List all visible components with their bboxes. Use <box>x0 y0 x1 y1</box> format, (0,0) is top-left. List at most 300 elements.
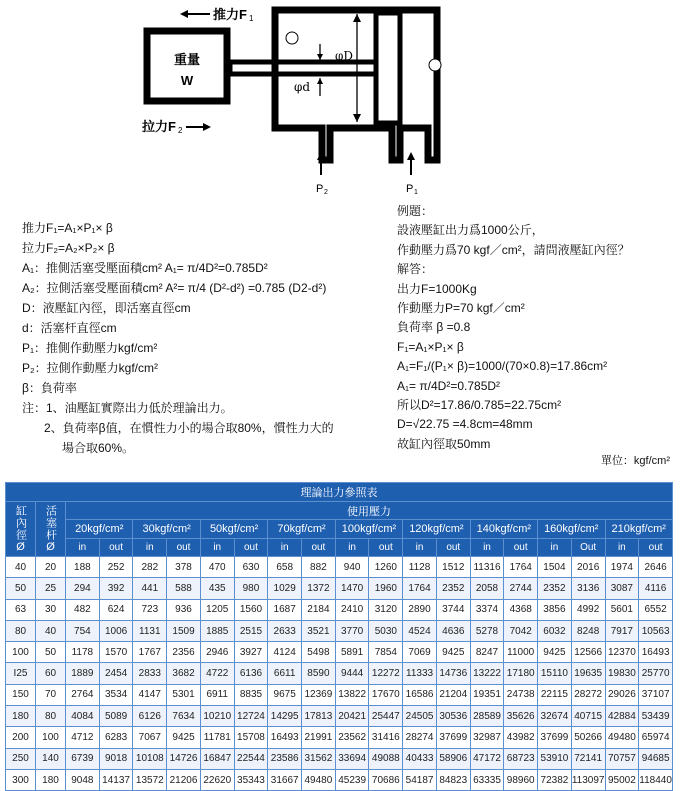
direction-header: in <box>200 539 234 557</box>
force-cell: 1260 <box>369 557 403 578</box>
force-cell: 2058 <box>470 578 504 599</box>
direction-header: out <box>639 539 673 557</box>
force-cell: 14295 <box>268 706 302 727</box>
rod-cell: 70 <box>36 684 66 705</box>
force-cell: 37699 <box>436 727 470 748</box>
force-cell: 49088 <box>369 748 403 769</box>
force-cell: 30536 <box>436 706 470 727</box>
force-cell: 17180 <box>504 663 538 684</box>
direction-header: out <box>302 539 336 557</box>
force-cell: 11316 <box>470 557 504 578</box>
force-cell: 10108 <box>133 748 167 769</box>
force-cell: 2410 <box>335 599 369 620</box>
force-cell: 9425 <box>538 642 572 663</box>
force-cell: 43982 <box>504 727 538 748</box>
force-cell: 882 <box>302 557 336 578</box>
force-cell: 6126 <box>133 706 167 727</box>
force-cell: 4368 <box>504 599 538 620</box>
p1-label: P <box>406 183 414 195</box>
force-cell: 1470 <box>335 578 369 599</box>
force-cell: 3927 <box>234 642 268 663</box>
force-cell: 4116 <box>639 578 673 599</box>
table-row <box>6 557 673 578</box>
force-cell: 3744 <box>436 599 470 620</box>
force-cell: 53910 <box>538 748 572 769</box>
force-cell: 45239 <box>335 769 369 790</box>
force-cell: 17670 <box>369 684 403 705</box>
force-cell: 3120 <box>369 599 403 620</box>
force-cell: 72141 <box>571 748 605 769</box>
pressure-col-header: 70kgf/cm² <box>268 520 335 539</box>
force-cell: 441 <box>133 578 167 599</box>
force-cell: 936 <box>167 599 201 620</box>
force-cell: 47172 <box>470 748 504 769</box>
pull-force-label: 拉力F <box>142 119 176 134</box>
rod-cell: 30 <box>36 599 66 620</box>
force-cell: 13572 <box>133 769 167 790</box>
force-cell: 940 <box>335 557 369 578</box>
note-line: 2、負荷率β值，在慣性力小的場合取80%，慣性力大的 <box>44 421 334 435</box>
force-cell: 2356 <box>167 642 201 663</box>
bore-cell: 150 <box>6 684 36 705</box>
formula-line: A₁：推側活塞受壓面積cm² A₁= π/4D²=0.785D² <box>22 261 268 275</box>
force-cell: 35343 <box>234 769 268 790</box>
force-cell: 65974 <box>639 727 673 748</box>
force-cell: 94685 <box>639 748 673 769</box>
force-cell: 11781 <box>200 727 234 748</box>
pressure-col-header: 50kgf/cm² <box>200 520 267 539</box>
force-cell: 1560 <box>234 599 268 620</box>
force-cell: 3856 <box>538 599 572 620</box>
force-cell: 9425 <box>167 727 201 748</box>
force-cell: 15110 <box>538 663 572 684</box>
force-cell: 17813 <box>302 706 336 727</box>
force-cell: 754 <box>66 620 100 641</box>
force-cell: 13822 <box>335 684 369 705</box>
force-cell: 2352 <box>436 578 470 599</box>
force-cell: 6032 <box>538 620 572 641</box>
table-row <box>6 684 673 705</box>
direction-header: out <box>504 539 538 557</box>
force-cell: 68723 <box>504 748 538 769</box>
table-row <box>6 599 673 620</box>
example-line: 設液壓缸出力爲1000公斤， <box>397 223 544 238</box>
force-cell: 95002 <box>605 769 639 790</box>
rod-header: 活塞杆Ø <box>36 502 66 557</box>
svg-text:2: 2 <box>178 126 183 135</box>
force-cell: 2352 <box>538 578 572 599</box>
weight-symbol: W <box>180 73 194 88</box>
force-cell: 2744 <box>504 578 538 599</box>
force-cell: 12272 <box>369 663 403 684</box>
force-cell: 21204 <box>436 684 470 705</box>
force-cell: 70686 <box>369 769 403 790</box>
force-cell: 624 <box>99 599 133 620</box>
table-title: 理論出力參照表 <box>6 483 673 502</box>
gauge-icon <box>429 59 441 71</box>
pressure-col-header: 30kgf/cm² <box>133 520 200 539</box>
force-cell: 28589 <box>470 706 504 727</box>
force-cell: 1960 <box>369 578 403 599</box>
direction-header: out <box>234 539 268 557</box>
force-cell: 2454 <box>99 663 133 684</box>
force-cell: 31562 <box>302 748 336 769</box>
svg-text:1: 1 <box>414 189 418 196</box>
force-cell: 16493 <box>268 727 302 748</box>
formula-line: P₁：推側作動壓力kgf/cm² <box>22 341 158 355</box>
rod-cell: 100 <box>36 727 66 748</box>
formula-line: P₂：拉側作動壓力kgf/cm² <box>22 361 158 375</box>
rod-cell: 50 <box>36 642 66 663</box>
rod-cell: 180 <box>36 769 66 790</box>
force-cell: 25770 <box>639 663 673 684</box>
force-cell: 28274 <box>403 727 437 748</box>
bore-cell: 250 <box>6 748 36 769</box>
rod-cell: 80 <box>36 706 66 727</box>
force-cell: 118440 <box>639 769 673 790</box>
force-cell: 1512 <box>436 557 470 578</box>
note-line: 場合取60%。 <box>62 441 135 455</box>
force-cell: 4147 <box>133 684 167 705</box>
force-cell: 72382 <box>538 769 572 790</box>
force-reference-table <box>5 482 673 791</box>
force-cell: 2515 <box>234 620 268 641</box>
force-cell: 435 <box>200 578 234 599</box>
bore-cell: 180 <box>6 706 36 727</box>
force-cell: 588 <box>167 578 201 599</box>
direction-header: out <box>99 539 133 557</box>
example-line: 故缸內徑取50mm <box>397 436 491 451</box>
force-cell: 6136 <box>234 663 268 684</box>
hydraulic-cylinder-diagram <box>0 0 680 205</box>
phi-D-label: φD <box>335 49 354 63</box>
force-cell: 98960 <box>504 769 538 790</box>
pressure-col-header: 210kgf/cm² <box>605 520 673 539</box>
direction-header: in <box>470 539 504 557</box>
force-cell: 54187 <box>403 769 437 790</box>
force-cell: 21206 <box>167 769 201 790</box>
force-cell: 9444 <box>335 663 369 684</box>
force-cell: 980 <box>234 578 268 599</box>
force-cell: 7917 <box>605 620 639 641</box>
force-cell: 49480 <box>605 727 639 748</box>
force-cell: 4722 <box>200 663 234 684</box>
force-cell: 3521 <box>302 620 336 641</box>
force-cell: 8835 <box>234 684 268 705</box>
force-cell: 5278 <box>470 620 504 641</box>
force-cell: 470 <box>200 557 234 578</box>
force-cell: 2764 <box>66 684 100 705</box>
bore-cell: 80 <box>6 620 36 641</box>
force-cell: 40433 <box>403 748 437 769</box>
force-cell: 2633 <box>268 620 302 641</box>
force-cell: 16847 <box>200 748 234 769</box>
force-cell: 6739 <box>66 748 100 769</box>
force-cell: 1205 <box>200 599 234 620</box>
force-cell: 20421 <box>335 706 369 727</box>
bore-cell: 300 <box>6 769 36 790</box>
force-cell: 1687 <box>268 599 302 620</box>
force-cell: 10210 <box>200 706 234 727</box>
force-cell: 392 <box>99 578 133 599</box>
formula-line: D：液壓缸內徑，即活塞直徑cm <box>22 301 191 315</box>
force-cell: 3136 <box>571 578 605 599</box>
force-cell: 63335 <box>470 769 504 790</box>
bore-header: 缸內徑Ø <box>6 502 36 557</box>
force-cell: 7634 <box>167 706 201 727</box>
direction-header: in <box>133 539 167 557</box>
force-cell: 1764 <box>504 557 538 578</box>
example-line: 解答： <box>397 262 434 277</box>
force-cell: 1509 <box>167 620 201 641</box>
force-cell: 1006 <box>99 620 133 641</box>
force-cell: 37699 <box>538 727 572 748</box>
force-cell: 294 <box>66 578 100 599</box>
force-cell: 3374 <box>470 599 504 620</box>
push-force-label: 推力F <box>213 7 247 22</box>
force-cell: 25447 <box>369 706 403 727</box>
force-cell: 5301 <box>167 684 201 705</box>
force-cell: 2016 <box>571 557 605 578</box>
force-cell: 188 <box>66 557 100 578</box>
force-cell: 6552 <box>639 599 673 620</box>
rod-cell: 25 <box>36 578 66 599</box>
bore-cell: 200 <box>6 727 36 748</box>
force-cell: 31416 <box>369 727 403 748</box>
weight-label: 重量 <box>173 52 201 67</box>
example-line: 例題： <box>397 204 434 218</box>
bore-cell: 50 <box>6 578 36 599</box>
force-cell: 70757 <box>605 748 639 769</box>
force-cell: 14736 <box>436 663 470 684</box>
example-line: D=√22.75 =4.8cm=48mm <box>397 417 533 432</box>
force-cell: 9675 <box>268 684 302 705</box>
force-cell: 2890 <box>403 599 437 620</box>
force-cell: 19351 <box>470 684 504 705</box>
force-cell: 50266 <box>571 727 605 748</box>
table-row <box>6 663 673 684</box>
force-cell: 1885 <box>200 620 234 641</box>
force-cell: 2946 <box>200 642 234 663</box>
direction-header: out <box>369 539 403 557</box>
force-cell: 19635 <box>571 663 605 684</box>
unit-label: 單位：kgf/cm² <box>600 455 670 467</box>
force-cell: 19830 <box>605 663 639 684</box>
force-cell: 58906 <box>436 748 470 769</box>
formula-line: 推力F₁=A₁×P₁× β <box>22 221 113 235</box>
example-line: 作動壓力爲70 kgf／cm²，請問液壓缸內徑？ <box>397 242 630 257</box>
force-cell: 6611 <box>268 663 302 684</box>
direction-header: in <box>538 539 572 557</box>
force-cell: 53439 <box>639 706 673 727</box>
force-cell: 23562 <box>335 727 369 748</box>
force-cell: 8590 <box>302 663 336 684</box>
pressure-header: 使用壓力 <box>66 502 673 520</box>
force-cell: 29026 <box>605 684 639 705</box>
force-cell: 1504 <box>538 557 572 578</box>
direction-header: out <box>167 539 201 557</box>
force-cell: 6911 <box>200 684 234 705</box>
pressure-col-header: 100kgf/cm² <box>335 520 402 539</box>
note-line: 注：1、油壓缸實際出力低於理論出力。 <box>22 401 233 415</box>
force-cell: 35626 <box>504 706 538 727</box>
table-row <box>6 706 673 727</box>
force-cell: 1029 <box>268 578 302 599</box>
table-row <box>6 578 673 599</box>
phi-d-label: φd <box>294 80 311 94</box>
table-row <box>6 620 673 641</box>
example-line: A₁=F₁/(P₁× β)=1000/(70×0.8)=17.86cm² <box>397 359 608 374</box>
example-line: F₁=A₁×P₁× β <box>397 339 464 354</box>
force-cell: 3534 <box>99 684 133 705</box>
force-cell: 8248 <box>571 620 605 641</box>
formula-line: 拉力F₂=A₂×P₂× β <box>22 241 115 255</box>
force-cell: 378 <box>167 557 201 578</box>
force-cell: 5601 <box>605 599 639 620</box>
force-cell: 15708 <box>234 727 268 748</box>
force-cell: 49480 <box>302 769 336 790</box>
direction-header: in <box>605 539 639 557</box>
force-cell: 4712 <box>66 727 100 748</box>
force-cell: 14137 <box>99 769 133 790</box>
force-cell: 282 <box>133 557 167 578</box>
example-line: 作動壓力P=70 kgf／cm² <box>397 300 525 315</box>
force-cell: 4636 <box>436 620 470 641</box>
pressure-col-header: 140kgf/cm² <box>470 520 537 539</box>
force-cell: 4124 <box>268 642 302 663</box>
force-cell: 21991 <box>302 727 336 748</box>
force-cell: 24738 <box>504 684 538 705</box>
force-cell: 40715 <box>571 706 605 727</box>
force-cell: 7854 <box>369 642 403 663</box>
force-cell: 1128 <box>403 557 437 578</box>
force-cell: 24505 <box>403 706 437 727</box>
force-cell: 1974 <box>605 557 639 578</box>
formula-line: β：負荷率 <box>22 381 77 395</box>
force-cell: 31667 <box>268 769 302 790</box>
table-row <box>6 769 673 790</box>
force-cell: 22115 <box>538 684 572 705</box>
force-cell: 7067 <box>133 727 167 748</box>
force-cell: 482 <box>66 599 100 620</box>
force-cell: 3682 <box>167 663 201 684</box>
direction-header: Out <box>571 539 605 557</box>
force-cell: 42884 <box>605 706 639 727</box>
bore-cell: 100 <box>6 642 36 663</box>
force-cell: 32987 <box>470 727 504 748</box>
force-cell: 1889 <box>66 663 100 684</box>
svg-text:2: 2 <box>324 189 328 196</box>
pressure-col-header: 120kgf/cm² <box>403 520 470 539</box>
force-cell: 2184 <box>302 599 336 620</box>
bore-cell: 40 <box>6 557 36 578</box>
table-row <box>6 748 673 769</box>
force-cell: 1372 <box>302 578 336 599</box>
force-cell: 5030 <box>369 620 403 641</box>
force-cell: 13222 <box>470 663 504 684</box>
direction-header: in <box>403 539 437 557</box>
force-cell: 22620 <box>200 769 234 790</box>
piston <box>376 13 400 123</box>
force-cell: 16493 <box>639 642 673 663</box>
formula-line: A₂：拉側活塞受壓面積cm² A²= π/4 (D²-d²) =0.785 (D2-d²) <box>22 281 327 295</box>
formula-list <box>22 218 382 458</box>
force-cell: 10563 <box>639 620 673 641</box>
force-cell: 1767 <box>133 642 167 663</box>
force-cell: 4992 <box>571 599 605 620</box>
example-line: 負荷率 β =0.8 <box>397 320 471 335</box>
example-line: 出力F=1000Kg <box>397 281 477 296</box>
force-cell: 28272 <box>571 684 605 705</box>
pressure-col-header: 20kgf/cm² <box>66 520 133 539</box>
force-cell: 658 <box>268 557 302 578</box>
force-cell: 252 <box>99 557 133 578</box>
force-cell: 5891 <box>335 642 369 663</box>
force-cell: 630 <box>234 557 268 578</box>
force-cell: 3087 <box>605 578 639 599</box>
formula-line: d：活塞杆直徑cm <box>22 321 117 335</box>
force-cell: 16586 <box>403 684 437 705</box>
force-cell: 23586 <box>268 748 302 769</box>
force-cell: 1131 <box>133 620 167 641</box>
rod-cell: 40 <box>36 620 66 641</box>
example-line: 所以D²=17.86/0.785=22.75cm² <box>397 397 562 412</box>
direction-header: in <box>335 539 369 557</box>
force-cell: 12370 <box>605 642 639 663</box>
force-cell: 113097 <box>571 769 605 790</box>
force-cell: 5498 <box>302 642 336 663</box>
force-cell: 5089 <box>99 706 133 727</box>
force-cell: 7042 <box>504 620 538 641</box>
bore-cell: 63 <box>6 599 36 620</box>
force-cell: 723 <box>133 599 167 620</box>
force-cell: 22544 <box>234 748 268 769</box>
example-line: A₁= π/4D²=0.785D² <box>397 378 501 393</box>
direction-header: in <box>66 539 100 557</box>
svg-text:1: 1 <box>249 14 254 23</box>
force-cell: 14726 <box>167 748 201 769</box>
force-cell: 12566 <box>571 642 605 663</box>
force-cell: 37107 <box>639 684 673 705</box>
rod-cell: 140 <box>36 748 66 769</box>
force-cell: 4524 <box>403 620 437 641</box>
force-cell: 1570 <box>99 642 133 663</box>
force-cell: 2833 <box>133 663 167 684</box>
force-cell: 84823 <box>436 769 470 790</box>
bore-cell: I25 <box>6 663 36 684</box>
table-row <box>6 642 673 663</box>
rod-cell: 20 <box>36 557 66 578</box>
force-cell: 8247 <box>470 642 504 663</box>
force-cell: 12724 <box>234 706 268 727</box>
force-cell: 4084 <box>66 706 100 727</box>
direction-header: out <box>436 539 470 557</box>
pressure-col-header: 160kgf/cm² <box>538 520 605 539</box>
force-cell: 32674 <box>538 706 572 727</box>
force-cell: 1764 <box>403 578 437 599</box>
force-cell: 3770 <box>335 620 369 641</box>
piston-rod <box>230 62 378 74</box>
force-cell: 12369 <box>302 684 336 705</box>
force-cell: 33694 <box>335 748 369 769</box>
force-cell: 11333 <box>403 663 437 684</box>
force-cell: 9018 <box>99 748 133 769</box>
direction-header: in <box>268 539 302 557</box>
force-cell: 1178 <box>66 642 100 663</box>
gauge-icon <box>286 32 298 44</box>
force-cell: 11000 <box>504 642 538 663</box>
force-cell: 9048 <box>66 769 100 790</box>
